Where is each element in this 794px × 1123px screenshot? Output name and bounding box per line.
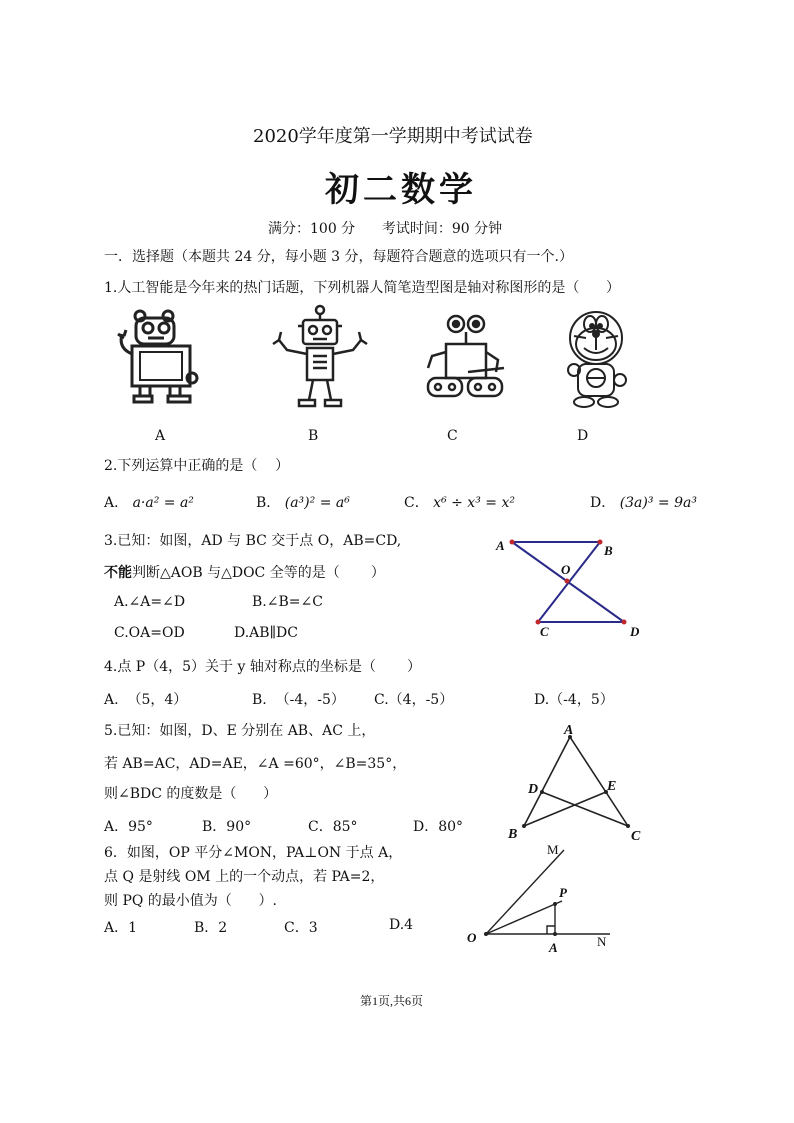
q2-option-d-math: (3a)³ = 9a³ bbox=[619, 495, 697, 511]
q5-label-d: D bbox=[528, 782, 539, 797]
q5-option-c: C．85° bbox=[308, 819, 358, 835]
q6-line2: 点 Q 是射线 OM 上的一个动点，若 PA=2， bbox=[104, 869, 385, 885]
q2-option-b-math: (a³)² = a⁶ bbox=[284, 495, 350, 511]
q4-option-b: B. （-4，-5） bbox=[252, 692, 345, 708]
q2-option-d-prefix: D． bbox=[590, 495, 616, 511]
q3-option-c: C.OA=OD bbox=[114, 625, 185, 641]
subject-title: 初二数学 bbox=[325, 170, 477, 210]
q3-option-d: D.AB∥DC bbox=[234, 625, 298, 641]
q4-option-d: D.（-4，5） bbox=[534, 692, 614, 708]
q5-figure bbox=[500, 722, 650, 847]
q3-option-a: A.∠A=∠D bbox=[114, 594, 186, 610]
q2-option-b-prefix: B． bbox=[256, 495, 281, 511]
q6-figure bbox=[462, 838, 622, 958]
q6-label-a: A bbox=[549, 940, 558, 955]
robot-d-image bbox=[560, 310, 632, 410]
exam-info: 满分：100 分 考试时间：90 分钟 bbox=[268, 221, 503, 237]
q5-option-d: D．80° bbox=[413, 819, 464, 835]
q2-option-b bbox=[256, 492, 350, 512]
exam-title: 2020学年度第一学期期中考试试卷 bbox=[253, 126, 533, 147]
q2-option-c bbox=[404, 492, 515, 512]
q3-line2-rest: 判断△AOB 与△DOC 全等的是（ ） bbox=[132, 565, 385, 581]
page-number: 第1页,共6页 bbox=[360, 994, 424, 1008]
q3-label-c: C bbox=[540, 624, 549, 639]
q5-line1: 5.已知：如图，D、E 分别在 AB、AC 上， bbox=[104, 723, 376, 739]
q6-option-c: C．3 bbox=[284, 920, 318, 936]
q3-label-d: D bbox=[630, 624, 640, 639]
section-heading: 一．选择题（本题共 24 分，每小题 3 分，每题符合题意的选项只有一个.） bbox=[104, 249, 573, 265]
robot-a-image bbox=[110, 308, 200, 408]
q3-label-b: B bbox=[604, 543, 613, 558]
q6-label-o: O bbox=[467, 930, 477, 945]
q2-option-a bbox=[104, 492, 194, 512]
q1-stem: 1.人工智能是今年来的热门话题，下列机器人简笔造型图是轴对称图形的是（ ） bbox=[104, 280, 621, 296]
q4-option-a: A. （5，4） bbox=[104, 692, 188, 708]
q4-stem: 4.点 P（4，5）关于 y 轴对称点的坐标是（ ） bbox=[104, 659, 422, 675]
q6-label-p: P bbox=[559, 885, 567, 900]
q3-option-b: B.∠B=∠C bbox=[252, 594, 323, 610]
q4-option-c: C.（4，-5） bbox=[374, 692, 454, 708]
q1-label-b: B bbox=[308, 428, 319, 444]
q1-label-d: D bbox=[577, 428, 589, 444]
q5-line2: 若 AB=AC，AD=AE，∠A =60°，∠B=35°， bbox=[104, 756, 407, 772]
q6-option-a: A．1 bbox=[104, 920, 138, 936]
q2-option-d bbox=[590, 492, 697, 512]
q1-label-a: A bbox=[155, 428, 166, 444]
q3-label-a: A bbox=[496, 538, 505, 553]
robot-c-image bbox=[418, 312, 508, 408]
q2-stem: 2.下列运算中正确的是（ ） bbox=[104, 458, 290, 474]
q5-label-c: C bbox=[631, 829, 641, 844]
q2-option-c-math: x⁶ ÷ x³ = x² bbox=[433, 495, 515, 511]
q6-option-d: D.4 bbox=[389, 917, 414, 933]
q3-emphasis: 不能 bbox=[104, 565, 132, 581]
q1-label-c: C bbox=[447, 428, 458, 444]
q6-label-m: M bbox=[547, 842, 559, 857]
robot-b-image bbox=[265, 304, 375, 412]
q2-option-a-math: a·a² = a² bbox=[132, 495, 194, 511]
q3-figure bbox=[490, 530, 650, 645]
q6-label-n: N bbox=[597, 934, 607, 949]
q3-line2 bbox=[104, 562, 385, 582]
q3-label-o: O bbox=[561, 562, 571, 577]
q5-line3: 则∠BDC 的度数是（ ） bbox=[104, 786, 278, 802]
q3-line1: 3.已知：如图，AD 与 BC 交于点 O，AB=CD, bbox=[104, 533, 402, 549]
q5-label-e: E bbox=[607, 779, 617, 794]
q6-option-b: B．2 bbox=[194, 920, 228, 936]
q5-option-a: A．95° bbox=[104, 819, 153, 835]
q6-line1: 6．如图，OP 平分∠MON，PA⊥ON 于点 A， bbox=[104, 845, 403, 861]
q6-line3: 则 PQ 的最小值为（ ）. bbox=[104, 893, 277, 909]
q5-label-a: A bbox=[564, 723, 574, 738]
q5-label-b: B bbox=[508, 827, 518, 842]
q5-option-b: B．90° bbox=[202, 819, 252, 835]
q2-option-a-prefix: A． bbox=[104, 495, 129, 511]
q2-option-c-prefix: C． bbox=[404, 495, 429, 511]
